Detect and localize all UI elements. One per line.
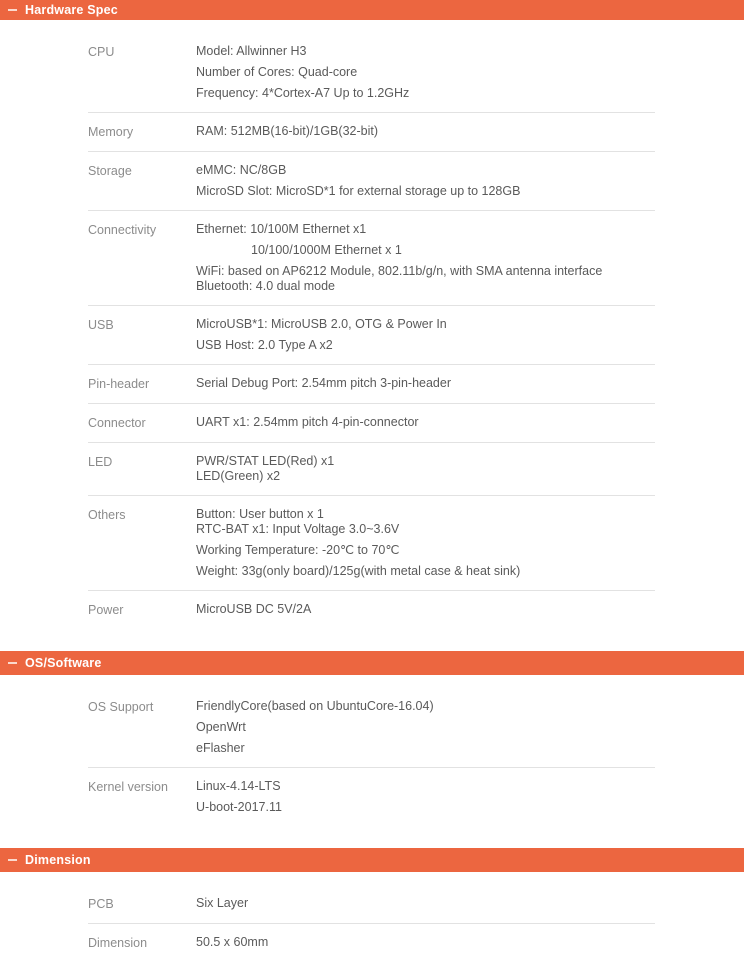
spec-value-line: Button: User button x 1 — [196, 507, 324, 521]
spec-label: Power — [88, 603, 124, 617]
spec-value-line: MicroUSB DC 5V/2A — [196, 602, 312, 616]
spec-value-line: 10/100/1000M Ethernet x 1 — [251, 243, 402, 257]
spec-value-line: FriendlyCore(based on UbuntuCore-16.04) — [196, 699, 434, 713]
table-row — [88, 306, 655, 365]
spec-value — [196, 896, 655, 911]
spec-table-hardware-spec — [88, 33, 655, 629]
table-row — [88, 113, 655, 152]
spec-value — [196, 376, 655, 391]
section-title: OS/Software — [25, 655, 102, 670]
table-row — [88, 768, 655, 826]
spacer — [0, 20, 744, 33]
table-row — [88, 33, 655, 113]
section-header-hardware-spec[interactable] — [0, 0, 744, 20]
spec-value — [196, 222, 655, 294]
table-row — [88, 688, 655, 768]
spec-label: LED — [88, 455, 113, 469]
spec-label: Dimension — [88, 936, 148, 950]
spec-value-line: Number of Cores: Quad-core — [196, 65, 358, 79]
spec-label: Kernel version — [88, 780, 168, 794]
spec-value — [196, 507, 655, 579]
spec-label: Connectivity — [88, 223, 157, 237]
spec-value-line: Serial Debug Port: 2.54mm pitch 3-pin-header — [196, 376, 451, 390]
table-row — [88, 404, 655, 443]
spec-value-line: U-boot-2017.11 — [196, 800, 282, 814]
minus-icon[interactable] — [8, 662, 17, 664]
spec-value-line: OpenWrt — [196, 720, 246, 734]
table-row — [88, 365, 655, 404]
spec-label: OS Support — [88, 700, 154, 714]
spec-value-line: RAM: 512MB(16-bit)/1GB(32-bit) — [196, 124, 379, 138]
table-row — [88, 211, 655, 306]
spacer — [0, 675, 744, 688]
spec-table-os-software — [88, 688, 655, 826]
spec-value-line: MicroSD Slot: MicroSD*1 for external storage up to 128GB — [196, 184, 521, 198]
spec-value-line: eFlasher — [196, 741, 245, 755]
spec-value-line: LED(Green) x2 — [196, 469, 281, 483]
spec-value-line: Bluetooth: 4.0 dual mode — [196, 279, 335, 293]
spec-table-dimension — [88, 885, 655, 962]
section-header-os-software[interactable] — [0, 651, 744, 675]
spacer — [0, 629, 744, 651]
table-row — [88, 591, 655, 629]
spacer — [0, 872, 744, 885]
spec-value — [196, 699, 655, 756]
spec-value — [196, 779, 655, 815]
spec-value-line: PWR/STAT LED(Red) x1 — [196, 454, 335, 468]
spec-label: Pin-header — [88, 377, 150, 391]
spec-value — [196, 454, 655, 484]
spec-value-line: Six Layer — [196, 896, 249, 910]
spec-value-line: Model: Allwinner H3 — [196, 44, 307, 58]
spec-label: Memory — [88, 125, 134, 139]
spec-value — [196, 317, 655, 353]
spec-value-line: UART x1: 2.54mm pitch 4-pin-connector — [196, 415, 419, 429]
spacer — [0, 826, 744, 848]
spec-value-line: Working Temperature: -20℃ to 70℃ — [196, 543, 400, 557]
table-row — [88, 924, 655, 962]
spec-value — [196, 124, 655, 139]
spec-value-line: Frequency: 4*Cortex-A7 Up to 1.2GHz — [196, 86, 410, 100]
spec-value — [196, 602, 655, 617]
spec-value — [196, 935, 655, 950]
spec-value-line: RTC-BAT x1: Input Voltage 3.0~3.6V — [196, 522, 400, 536]
section-title: Hardware Spec — [25, 2, 118, 17]
spec-value — [196, 163, 655, 199]
section-title: Dimension — [25, 852, 91, 867]
spec-label: Others — [88, 508, 126, 522]
table-row — [88, 443, 655, 496]
table-row — [88, 496, 655, 591]
spec-value-line: Ethernet: 10/100M Ethernet x1 — [196, 222, 367, 236]
spec-label: PCB — [88, 897, 114, 911]
minus-icon[interactable] — [8, 859, 17, 861]
spec-value-line: eMMC: NC/8GB — [196, 163, 287, 177]
spec-label: Connector — [88, 416, 146, 430]
spec-label: USB — [88, 318, 114, 332]
spec-value-line: 50.5 x 60mm — [196, 935, 269, 949]
spec-label: Storage — [88, 164, 132, 178]
spec-value — [196, 415, 655, 430]
table-row — [88, 152, 655, 211]
spec-value-line: Weight: 33g(only board)/125g(with metal case & heat sink) — [196, 564, 521, 578]
spec-label: CPU — [88, 45, 115, 59]
spec-value-line: MicroUSB*1: MicroUSB 2.0, OTG & Power In — [196, 317, 447, 331]
section-header-dimension[interactable] — [0, 848, 744, 872]
table-row — [88, 885, 655, 924]
spec-value-line: USB Host: 2.0 Type A x2 — [196, 338, 333, 352]
spec-value-line: WiFi: based on AP6212 Module, 802.11b/g/n, with SMA antenna interface — [196, 264, 603, 278]
spec-value-line: Linux-4.14-LTS — [196, 779, 281, 793]
minus-icon[interactable] — [8, 9, 17, 11]
spec-value — [196, 44, 655, 101]
